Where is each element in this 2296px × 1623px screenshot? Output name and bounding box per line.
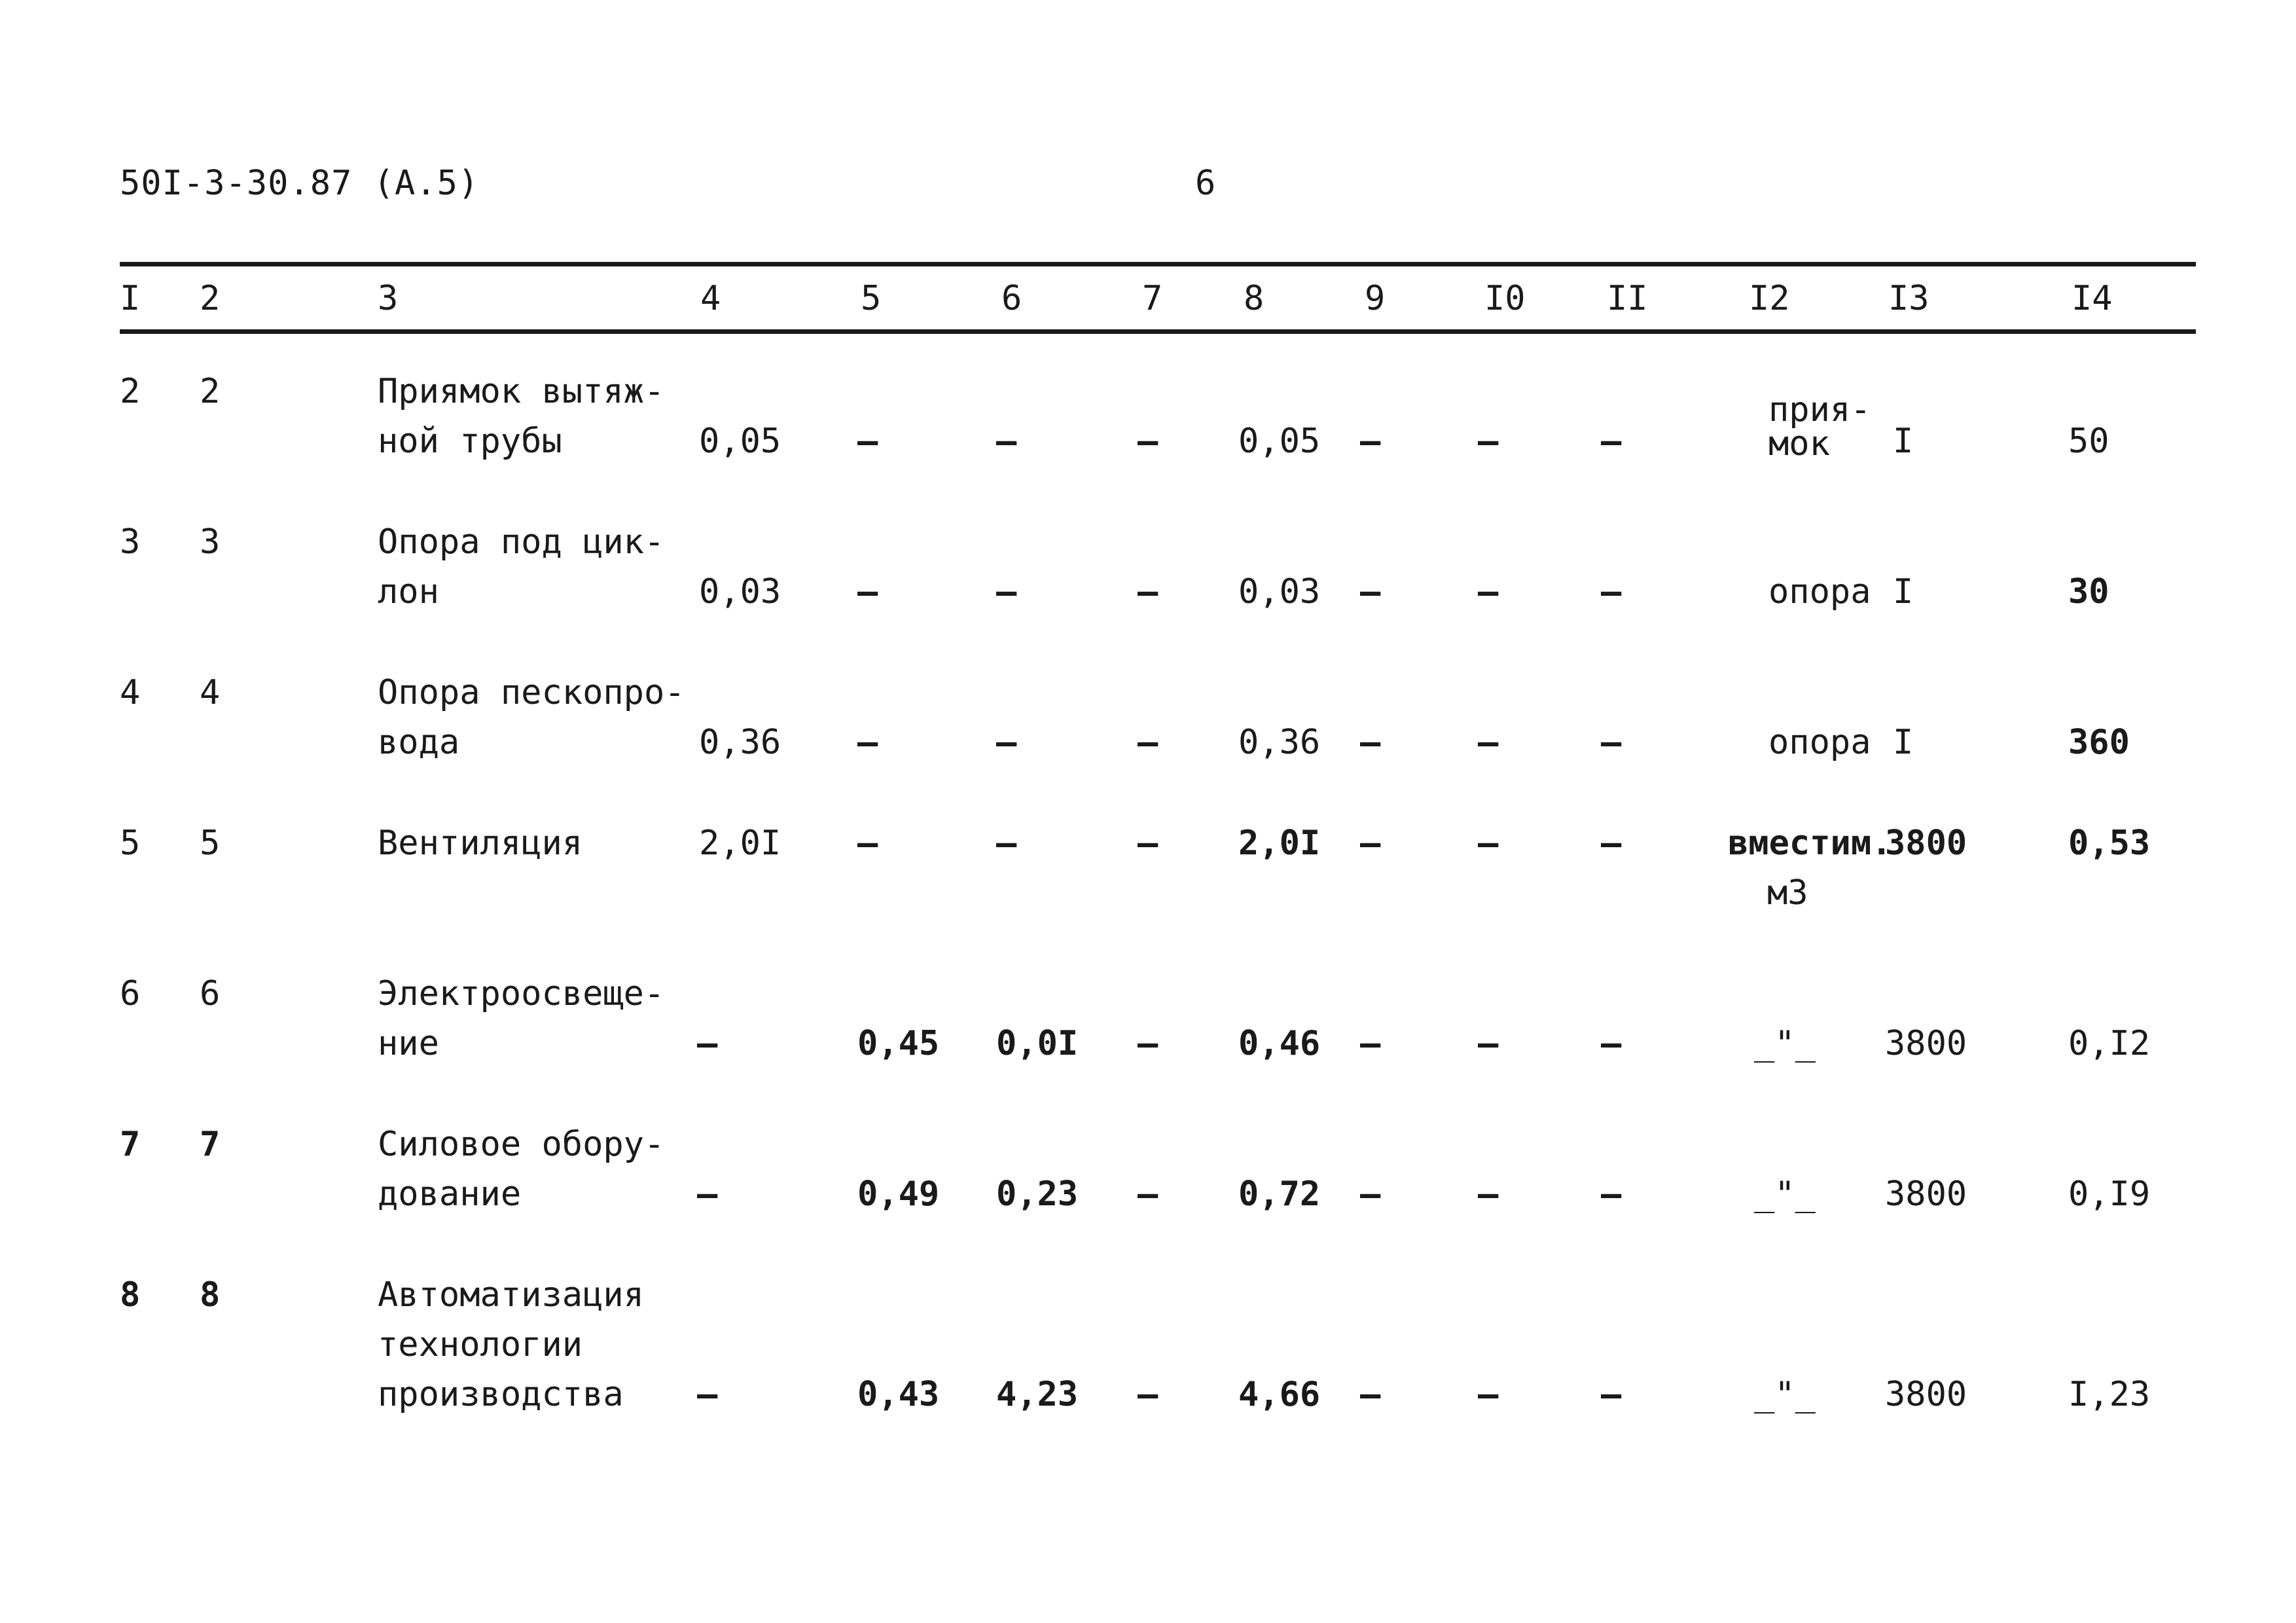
value-c10: –	[1478, 723, 1499, 762]
unit: прия-	[1768, 390, 1871, 429]
quantity: I	[1893, 723, 1914, 762]
row-number: 7	[120, 1125, 141, 1164]
unit: _"_	[1754, 1375, 1816, 1414]
quantity: 3800	[1885, 824, 1967, 863]
cost: 50	[2068, 422, 2109, 461]
column-header-14: I4	[2072, 279, 2113, 318]
value-c7: –	[1138, 572, 1158, 611]
value-c10: –	[1478, 422, 1499, 461]
value-c6: 0,0I	[996, 1024, 1079, 1063]
item-name: дование	[378, 1175, 522, 1214]
table-top-rule	[120, 262, 2196, 266]
value-c10: –	[1478, 1024, 1499, 1063]
value-c9: –	[1360, 422, 1381, 461]
value-c8: 0,46	[1238, 1024, 1321, 1063]
row-position: 4	[200, 673, 221, 712]
cost: 0,I2	[2068, 1024, 2151, 1063]
table-row	[0, 367, 2296, 466]
item-name: технологии	[378, 1325, 583, 1364]
value-c4: –	[697, 1375, 718, 1414]
value-c7: –	[1138, 1175, 1158, 1214]
item-name: Опора пескопро-	[378, 673, 685, 712]
value-c8: 0,03	[1238, 572, 1321, 611]
value-c6: –	[996, 824, 1017, 863]
value-c5: 0,43	[857, 1375, 940, 1414]
row-number: 6	[120, 974, 141, 1013]
row-number: 4	[120, 673, 141, 712]
value-c7: –	[1138, 422, 1158, 461]
value-c9: –	[1360, 723, 1381, 762]
value-c4: 0,03	[699, 572, 781, 611]
column-header-11: II	[1607, 279, 1648, 318]
row-number: 5	[120, 824, 141, 863]
unit: опора	[1768, 572, 1871, 611]
item-name: производства	[378, 1375, 624, 1414]
value-c8: 2,0I	[1238, 824, 1321, 863]
row-position: 7	[200, 1125, 221, 1164]
item-name: лон	[378, 572, 439, 611]
value-c6: –	[996, 422, 1017, 461]
unit: м3	[1767, 873, 1808, 913]
quantity: 3800	[1885, 1375, 1967, 1414]
value-c11: –	[1601, 1175, 1622, 1214]
row-position: 8	[200, 1275, 221, 1315]
value-c11: –	[1601, 824, 1622, 863]
table-row	[0, 818, 2296, 918]
cost: I,23	[2068, 1375, 2151, 1414]
item-name: Электроосвеще-	[378, 974, 665, 1013]
item-name: Опора под цик-	[378, 522, 665, 562]
row-number: 2	[120, 372, 141, 411]
value-c9: –	[1360, 1024, 1381, 1063]
row-position: 3	[200, 522, 221, 562]
item-name: Силовое обору-	[378, 1125, 665, 1164]
column-header-6: 6	[1001, 279, 1022, 318]
column-header-9: 9	[1365, 279, 1386, 318]
column-header-8: 8	[1244, 279, 1265, 318]
quantity: I	[1893, 422, 1914, 461]
column-header-3: 3	[378, 279, 399, 318]
value-c8: 4,66	[1238, 1375, 1321, 1414]
unit: мок	[1768, 424, 1830, 464]
unit: вместим.	[1728, 824, 1892, 863]
column-header-row	[0, 274, 2296, 319]
value-c9: –	[1360, 572, 1381, 611]
value-c4: 0,36	[699, 723, 781, 762]
value-c5: –	[857, 422, 878, 461]
column-header-2: 2	[200, 279, 221, 318]
unit: опора	[1768, 723, 1871, 762]
value-c10: –	[1478, 572, 1499, 611]
column-header-10: I0	[1484, 279, 1526, 318]
value-c4: –	[697, 1175, 718, 1214]
value-c8: 0,05	[1238, 422, 1321, 461]
column-header-13: I3	[1888, 279, 1929, 318]
value-c5: –	[857, 572, 878, 611]
value-c4: 2,0I	[699, 824, 781, 863]
value-c4: –	[697, 1024, 718, 1063]
value-c9: –	[1360, 1175, 1381, 1214]
table-header-rule	[120, 329, 2196, 334]
row-position: 6	[200, 974, 221, 1013]
value-c6: 4,23	[996, 1375, 1079, 1414]
cost: 0,I9	[2068, 1175, 2151, 1214]
value-c5: 0,49	[857, 1175, 940, 1214]
quantity: 3800	[1885, 1175, 1967, 1214]
item-name: Вентиляция	[378, 824, 583, 863]
document-header: 50I-3-30.87 (A.5)	[120, 164, 480, 203]
item-name: Автоматизация	[378, 1275, 644, 1315]
row-position: 5	[200, 824, 221, 863]
value-c5: –	[857, 723, 878, 762]
row-number: 3	[120, 522, 141, 562]
row-number: 8	[120, 1275, 141, 1315]
table-body	[0, 367, 2296, 1470]
item-name: ной трубы	[378, 422, 562, 461]
quantity: 3800	[1885, 1024, 1967, 1063]
value-c8: 0,36	[1238, 723, 1321, 762]
value-c10: –	[1478, 1375, 1499, 1414]
table-row	[0, 668, 2296, 767]
table-row	[0, 969, 2296, 1068]
value-c11: –	[1601, 572, 1622, 611]
value-c8: 0,72	[1238, 1175, 1321, 1214]
quantity: I	[1893, 572, 1914, 611]
value-c6: 0,23	[996, 1175, 1079, 1214]
column-header-12: I2	[1749, 279, 1790, 318]
value-c4: 0,05	[699, 422, 781, 461]
value-c11: –	[1601, 723, 1622, 762]
item-name: вода	[378, 723, 460, 762]
table-row	[0, 1270, 2296, 1419]
value-c6: –	[996, 723, 1017, 762]
column-header-4: 4	[700, 279, 721, 318]
column-header-7: 7	[1142, 279, 1163, 318]
column-header-1: I	[120, 279, 141, 318]
value-c7: –	[1138, 1024, 1158, 1063]
cost: 30	[2068, 572, 2109, 611]
table-row	[0, 1120, 2296, 1219]
unit: _"_	[1754, 1024, 1816, 1063]
value-c7: –	[1138, 723, 1158, 762]
item-name: Приямок вытяж-	[378, 372, 665, 411]
value-c9: –	[1360, 824, 1381, 863]
value-c10: –	[1478, 824, 1499, 863]
value-c10: –	[1478, 1175, 1499, 1214]
value-c7: –	[1138, 824, 1158, 863]
value-c11: –	[1601, 1375, 1622, 1414]
value-c6: –	[996, 572, 1017, 611]
item-name: ние	[378, 1024, 439, 1063]
cost: 360	[2068, 723, 2130, 762]
value-c5: –	[857, 824, 878, 863]
value-c9: –	[1360, 1375, 1381, 1414]
value-c5: 0,45	[857, 1024, 940, 1063]
cost: 0,53	[2068, 824, 2151, 863]
unit: _"_	[1754, 1175, 1816, 1214]
value-c7: –	[1138, 1375, 1158, 1414]
column-header-5: 5	[861, 279, 882, 318]
page-number: 6	[1195, 164, 1216, 203]
row-position: 2	[200, 372, 221, 411]
table-row	[0, 517, 2296, 617]
value-c11: –	[1601, 422, 1622, 461]
value-c11: –	[1601, 1024, 1622, 1063]
